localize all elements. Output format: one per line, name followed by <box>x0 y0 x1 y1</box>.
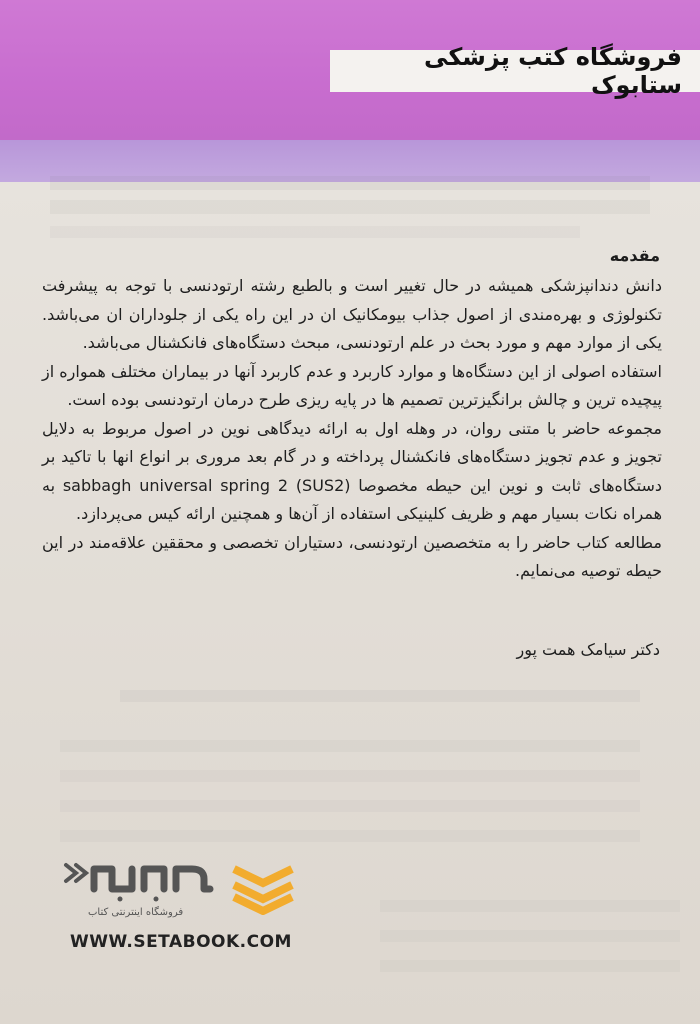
box-logo-icon <box>228 861 298 915</box>
setabook-logo-icon <box>60 855 220 915</box>
paragraph: دانش دندانپزشکی همیشه در حال تغییر است و بالطبع رشته ارتودنسی با توجه به پیشرفت تکنولوژی و بهره‌مندی از اصول جذاب بیومکانیک ان در این راه یکی از جلوداران ان می‌باشد. یکی از موارد مهم و مورد بحث در علم ارتودنسی، مبحث دستگاه‌های فانکشنال می‌باشد. <box>42 276 662 352</box>
website-url: WWW.SETABOOK.COM <box>70 932 292 952</box>
author-signature: دکتر سیامک همت پور <box>516 640 660 659</box>
store-title: فروشگاه کتب پزشکی ستابوک <box>424 43 682 99</box>
paragraph: استفاده اصولی از این دستگاه‌ها و موارد کاربرد و عدم کاربرد آنها در بیماران مختلف همواره از پیچیده ترین و چالش برانگیزترین تصمیم ها در پایه ریزی طرح درمان ارتودنسی بوده است. <box>42 361 662 409</box>
paragraph: مجموعه حاضر با متنی روان، در وهله اول به ارائه دیدگاهی نوین در اصول مربوط به دلایل تجویز و عدم تجویز دستگاه‌های فانکشنال پرداخته و در گام بعد مروری بر انواع انها با تاکید بر دستگاه‌های ثابت و نوین این حیطه مخصوصا sabbagh universal spring 2 (SUS2) به همراه نکات بسیار مهم و ظریف کلینیکی استفاده از آن‌ها و همچنین ارائه کیس می‌پردازد. <box>42 418 662 523</box>
logo-subtitle: فروشگاه اینترنتی کتاب <box>88 907 184 918</box>
paragraph: مطالعه کتاب حاضر را به متخصصین ارتودنسی، دستیاران تخصصی و محققین علاقه‌مند در این حیطه توصیه می‌نمایم. <box>42 532 662 580</box>
body-text <box>42 272 662 586</box>
store-title-band <box>330 43 700 99</box>
section-heading: مقدمه <box>609 246 660 265</box>
